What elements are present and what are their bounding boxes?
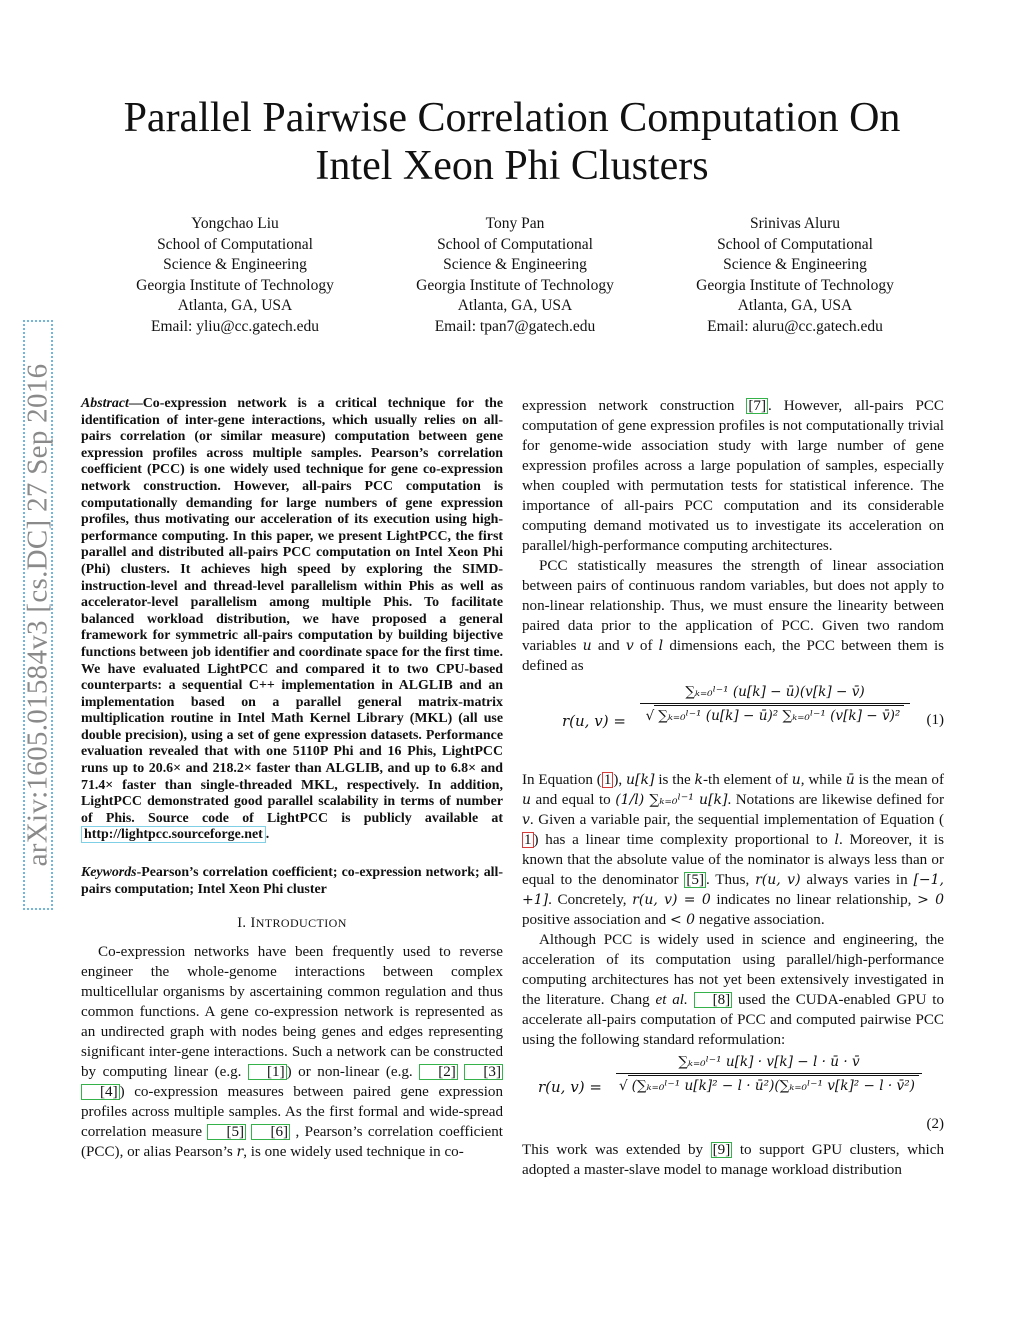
text: negative association. [695, 912, 825, 928]
text: ), [613, 772, 627, 788]
equation-ref-link[interactable]: 1 [603, 772, 612, 788]
author-location: Atlanta, GA, USA [457, 297, 573, 314]
source-code-link[interactable]: http://lightpcc.sourceforge.net [81, 826, 266, 843]
equation-fraction [616, 1054, 922, 1094]
author-2 [390, 214, 640, 337]
equation-fraction [640, 684, 910, 724]
abstract-end: . [265, 827, 270, 843]
author-email: Email: tpan7@gatech.edu [434, 317, 596, 335]
text: Although PCC is widely used in science and engineering, the acceleration of its computation using parallel/high-performance computing architectures has not yet been extensively investigated in the literature. Chang [522, 932, 944, 1008]
text: is the mean of [854, 772, 945, 788]
section-heading-introduction [81, 915, 503, 932]
text: This work was extended by [522, 1142, 711, 1158]
text: expression network construction [522, 398, 747, 414]
equation-1 [522, 678, 944, 768]
math-symbol: k [694, 772, 704, 788]
section-cap: I [250, 915, 256, 932]
intro-paragraph [81, 942, 503, 1162]
author-location: Atlanta, GA, USA [177, 297, 293, 314]
text: to support GPU clusters, which adopted a master-slave model to manage workload distribution [522, 1142, 944, 1178]
text: dimensions each, the PCC between them is defined as [522, 638, 945, 674]
text: Co-expression networks have been frequently used to reverse engineer the whole-genome interactions between complex multicellular organisms by ascertaining common regulation and thus common functions. A gene co-expression network is represented as an undirected graph with nodes being genes and edges representing significant inter-gene interactions. Such a network can be constructed by computing linear (e.g. [81, 944, 503, 1081]
citation-link[interactable]: [6] [251, 1124, 290, 1140]
math-expression: < 0 [669, 912, 696, 928]
text: ) co-expression measures between paired gene expression profiles across multiple samples. As the first formal and wide-spread correlation measure [81, 1084, 503, 1141]
gpu-cluster-paragraph [522, 1140, 944, 1180]
author-name: Srinivas Aluru [750, 215, 840, 232]
math-expression: > 0 [917, 892, 945, 908]
author-dept: Science & Engineering [443, 256, 587, 273]
text: ) has a linear time complexity proportional to [533, 832, 835, 848]
author-dept: School of Computational [437, 235, 593, 253]
text: . Concretely, [548, 892, 633, 908]
author-institution: Georgia Institute of Technology [416, 276, 614, 294]
arxiv-identifier[interactable]: arXiv:1605.01584v3 [cs.DC] 27 Sep 2016 [21, 363, 54, 867]
text: . However, all-pairs PCC computation of gene expression profiles is not computationally trivial for genome-wide association study with large number of gene expression profiles across a large population of samples, especially when coupled with permutation tests for statistical inference. The importance of all-pairs PCC computation and its considerable computing demand motivated us to investigate its acceleration on parallel/high-performance computing architectures. [522, 398, 944, 554]
author-email: Email: yliu@cc.gatech.edu [151, 317, 319, 335]
math-symbol: v [625, 638, 634, 654]
author-institution: Georgia Institute of Technology [136, 276, 334, 294]
citation-link[interactable]: [5] [207, 1124, 246, 1140]
keywords-text: -Pearson’s correlation coefficient; co-expression network; all-pairs computation; Intel Xeon Phi cluster [81, 865, 503, 897]
text: used the CUDA-enabled GPU to accelerate all-pairs computation of PCC and computed pairwise PCC using the following standard reformulation: [522, 992, 944, 1048]
right-column [522, 396, 944, 1180]
equation-number: (1) [926, 712, 944, 728]
citation-link[interactable]: [1] [248, 1064, 287, 1080]
equation-lhs: r(u, v) = [562, 712, 626, 730]
text: , is one widely used technique in co- [243, 1144, 464, 1161]
equation-explanation-paragraph [522, 770, 944, 930]
citation-link[interactable]: [5] [686, 872, 704, 888]
text: indicates no linear relationship, [710, 892, 918, 908]
radicand: (∑ₖ₌₀ˡ⁻¹ u[k]² − l · ū²)(∑ₖ₌₀ˡ⁻¹ v[k]² − l · v̄²) [628, 1075, 919, 1094]
math-symbol: u [522, 792, 532, 808]
et-al: et al. [655, 992, 688, 1008]
equation-2 [522, 1052, 944, 1140]
equation-lhs: r(u, v) = [538, 1078, 602, 1096]
author-dept: Science & Engineering [723, 256, 867, 273]
equation-ref-link[interactable]: 1 [524, 832, 532, 848]
citation-link[interactable]: [9] [712, 1142, 731, 1158]
intro-continuation [522, 396, 944, 556]
citation-link[interactable]: [2] [419, 1064, 458, 1080]
text: always varies in [800, 872, 914, 888]
left-column [81, 396, 503, 1162]
math-expression: [−1, +1] [522, 872, 945, 908]
math-symbol: u [791, 772, 801, 788]
abstract-text: —Co-expression network is a critical technique for the identification of inter-gene interactions, which usually relies on all-pairs correlation (or similar measure) computation between gene expression profiles across multiple samples. Pearson’s correlation coefficient (PCC) is one widely used technique for gene co-expression network construction. However, all-pairs PCC computation is computationally demanding for large numbers of gene expression profiles, thus motivating our acceleration of its execution using high-performance computing. In this paper, we present LightPCC, the first parallel and distributed all-pairs PCC computation on Intel Xeon Phi (Phi) clusters. It achieves high speed by exploring the SIMD-instruction-level and thread-level parallelism within Phis as well as accelerator-level parallelism among multiple Phis. To facilitate balanced workload distribution, we have proposed a general framework for symmetric all-pairs computation by building bijective functions between job identifier and coordinate space for the first time. We have evaluated LightPCC and compared it to two CPU-based counterparts: a sequential C++ implementation in ALGLIB and an implementation based on a parallel general matrix-matrix multiplication routine in Intel Math Kernel Library (MKL) (all use double precision), using a set of gene expression datasets. Performance evaluation revealed that with one 5110P Phi and 16 Phis, LightPCC runs up to 20.6× and 218.2× faster than ALGLIB, and up to 6.8× and 71.4× faster than single-threaded MKL, respectively. In addition, LightPCC demonstrated good parallel scalability in terms of number of Phis. Source code of LightPCC is publicly available at [81, 396, 503, 826]
arxiv-side-stamp [14, 320, 62, 910]
citation-link[interactable]: [7] [748, 398, 766, 414]
math-symbol: ū [845, 772, 855, 788]
equation-numerator: ∑ₖ₌₀ˡ⁻¹ (u[k] − ū)(v[k] − v̄) [685, 684, 865, 700]
text: . Given a variable pair, the sequential implementation of Equation ( [529, 812, 944, 828]
math-symbol: r [236, 1144, 244, 1161]
citation-link[interactable]: [8] [694, 992, 733, 1008]
math-symbol: u [582, 638, 592, 654]
author-institution: Georgia Institute of Technology [696, 276, 894, 294]
author-name: Yongchao Liu [191, 215, 279, 232]
radicand: ∑ₖ₌₀ˡ⁻¹ (u[k] − ū)² ∑ₖ₌₀ˡ⁻¹ (v[k] − v̄)² [654, 705, 904, 724]
equation-number: (2) [926, 1116, 944, 1132]
math-symbol: l [658, 638, 664, 654]
math-expression: (1/l) ∑ₖ₌₀ˡ⁻¹ u[k] [615, 792, 728, 808]
citation-link[interactable]: [3] [464, 1064, 503, 1080]
math-symbol: v [522, 812, 530, 828]
paper-title: Parallel Pairwise Correlation Computation On Intel Xeon Phi Clusters [123, 95, 901, 189]
text: of [633, 638, 659, 654]
section-number: I. [237, 915, 251, 932]
author-block [110, 214, 920, 337]
math-expression: r(u, v) [755, 872, 801, 888]
text: , Pearson’s correlation coefficient (PCC), or alias Pearson’s [81, 1124, 503, 1161]
author-dept: Science & Engineering [163, 256, 307, 273]
text: and [591, 638, 626, 654]
abstract-lead: Abstract [81, 396, 129, 411]
related-work-paragraph [522, 930, 944, 1050]
text: and equal to [531, 792, 616, 808]
text: . Moreover, it is known that the absolute value of the nominator is always less than or equal to the denominator [522, 832, 944, 888]
text: . Notations are likewise defined for [727, 792, 944, 808]
citation-link[interactable]: [4] [81, 1084, 120, 1100]
text: positive association and [522, 912, 670, 928]
math-expression: r(u, v) = 0 [632, 892, 711, 908]
keywords [81, 865, 503, 898]
author-email: Email: aluru@cc.gatech.edu [707, 317, 883, 335]
text: -th element of [703, 772, 792, 788]
text: . Thus, [705, 872, 756, 888]
math-symbol: u[k] [626, 772, 655, 788]
pcc-definition-paragraph [522, 556, 944, 676]
abstract [81, 396, 503, 844]
section-rest: NTRODUCTION [255, 916, 347, 931]
text: In Equation ( [522, 772, 602, 788]
text: is the [654, 772, 695, 788]
text: PCC statistically measures the strength of linear association between pairs of continuous random variables, but does not apply to non-linear relationship. Thus, we must ensure the linearity between paired data prior to the application of PCC. Given two random variables [522, 558, 944, 654]
author-location: Atlanta, GA, USA [737, 297, 853, 314]
equation-denominator: √ ∑ₖ₌₀ˡ⁻¹ (u[k] − ū)² ∑ₖ₌₀ˡ⁻¹ (v[k] − v̄)² [640, 704, 910, 724]
author-name: Tony Pan [485, 215, 545, 232]
text: , while [800, 772, 846, 788]
author-3 [670, 214, 920, 337]
text: ) or non-linear (e.g. [286, 1064, 420, 1081]
math-symbol: l [834, 832, 839, 848]
author-dept: School of Computational [717, 235, 873, 253]
author-dept: School of Computational [157, 235, 313, 253]
author-1 [110, 214, 360, 337]
keywords-lead: Keywords [81, 865, 137, 881]
equation-denominator: √ (∑ₖ₌₀ˡ⁻¹ u[k]² − l · ū²)(∑ₖ₌₀ˡ⁻¹ v[k]² − l · v̄²) [616, 1074, 922, 1094]
equation-numerator: ∑ₖ₌₀ˡ⁻¹ u[k] · v[k] − l · ū · v̄ [678, 1054, 860, 1070]
